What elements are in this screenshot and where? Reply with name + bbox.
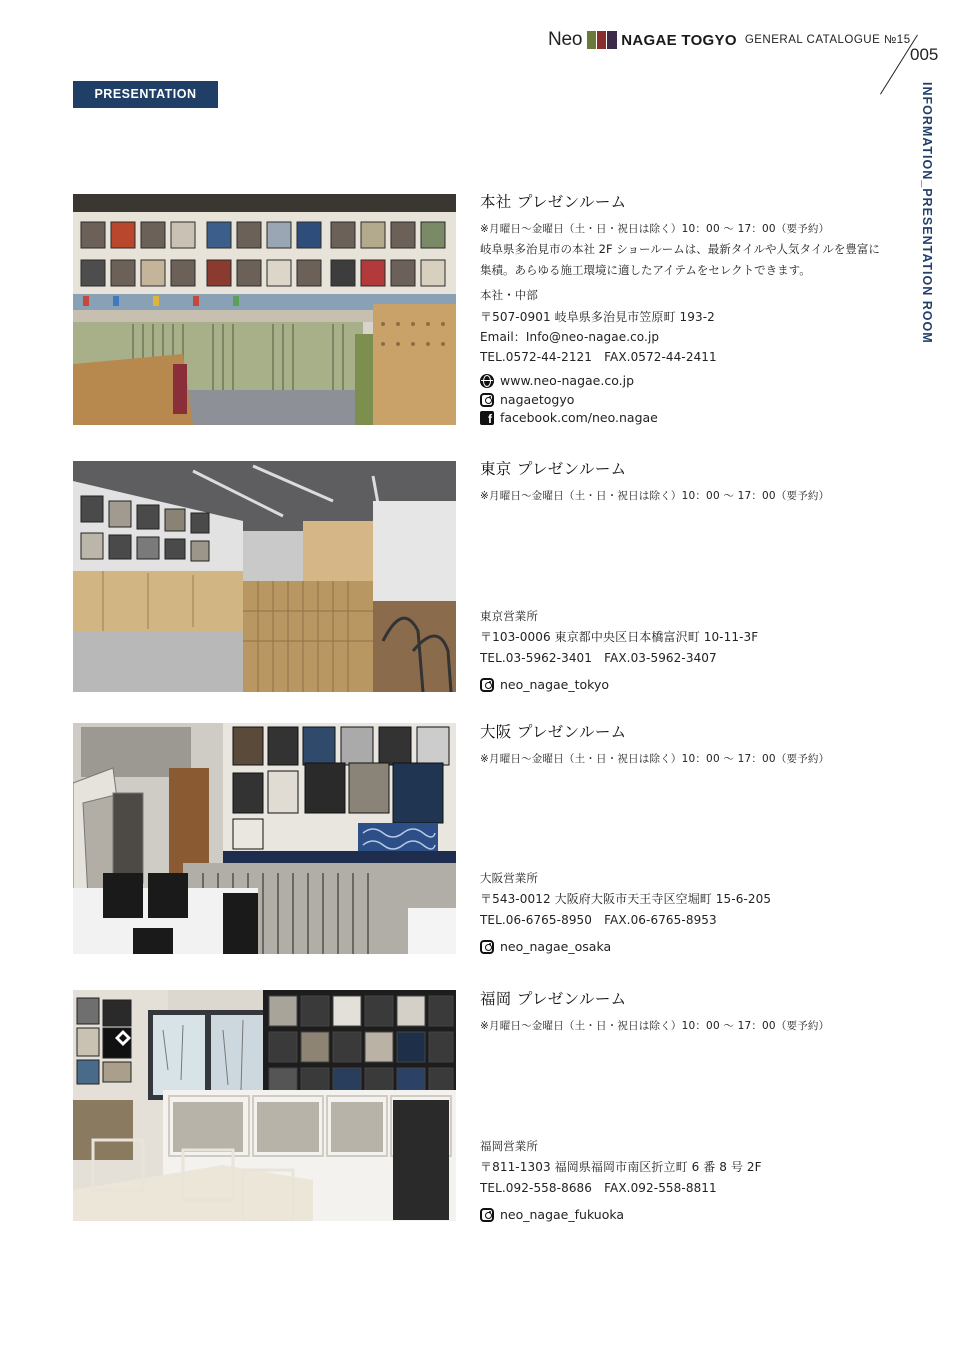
catalogue-header [548,28,911,52]
tokyo-room-photo [73,461,456,692]
website-text: www.neo-nagae.co.jp [500,373,635,388]
address-fukuoka: 〒811-1303 福岡県福岡市南区折立町 6 番 8 号 2F [480,1160,762,1174]
section-tag: PRESENTATION ROOM [73,81,218,108]
office-label-osaka: 大阪営業所 [480,871,538,885]
globe-icon [480,374,494,388]
phone-osaka: TEL.06-6765-8950 FAX.06-6765-8953 [480,913,717,927]
instagram-link-fukuoka[interactable] [480,1207,624,1222]
facebook-link[interactable] [480,410,658,425]
room-description-head-office: 岐阜県多治見市の本社 2F ショールームは、最新タイルや人気タイルを豊富に集積。あらゆる施工環境に適したアイテムをセレクトできます。 [480,242,880,277]
catalogue-title: GENERAL CATALOGUE №15 [744,34,911,46]
instagram-icon [480,678,494,692]
instagram-link-head-office[interactable] [480,392,574,407]
instagram-handle-osaka: neo_nagae_osaka [500,939,612,954]
address-osaka: 〒543-0012 大阪府大阪市天王寺区空堀町 15-6-205 [480,892,772,906]
instagram-handle-tokyo: neo_nagae_tokyo [500,677,610,692]
instagram-handle-head-office: nagaetogyo [500,392,575,407]
side-section-label: INFORMATION_PRESENTATION ROOM [920,82,934,344]
facebook-text: facebook.com/neo.nagae [500,410,658,425]
nagae-logo-mark [587,31,617,49]
neo-logo-text: Neo [548,29,583,50]
room-title-osaka: 大阪 プレゼンルーム [480,723,627,741]
instagram-link-tokyo[interactable] [480,677,609,692]
instagram-handle-fukuoka: neo_nagae_fukuoka [500,1207,625,1222]
room-hours-tokyo: ※月曜日～金曜日（土・日・祝日は除く）10：00 ～ 17：00（要予約） [480,490,830,502]
room-title-head-office: 本社 プレゼンルーム [480,193,627,211]
address-tokyo: 〒103-0006 東京都中央区日本橋富沢町 10-11-3F [480,630,759,644]
address-head-office: 〒507-0901 岐阜県多治見市笠原町 193-2 [480,310,715,324]
instagram-icon [480,393,494,407]
email-head-office[interactable]: Email：Info@neo-nagae.co.jp [480,330,660,344]
room-title-fukuoka: 福岡 プレゼンルーム [480,990,627,1008]
instagram-link-osaka[interactable] [480,939,611,954]
facebook-icon: f [480,411,494,425]
instagram-icon [480,1208,494,1222]
website-link[interactable] [480,373,634,388]
phone-head-office: TEL.0572-44-2121 FAX.0572-44-2411 [480,350,717,364]
office-label-head-office: 本社・中部 [480,288,538,302]
head-office-room-photo [73,194,456,425]
room-hours-head-office: ※月曜日～金曜日（土・日・祝日は除く）10：00 ～ 17：00（要予約） [480,223,830,235]
phone-fukuoka: TEL.092-558-8686 FAX.092-558-8811 [480,1181,717,1195]
brand-name: NAGAE TOGYO [621,31,737,49]
phone-tokyo: TEL.03-5962-3401 FAX.03-5962-3407 [480,651,717,665]
room-hours-osaka: ※月曜日～金曜日（土・日・祝日は除く）10：00 ～ 17：00（要予約） [480,753,830,765]
room-hours-fukuoka: ※月曜日～金曜日（土・日・祝日は除く）10：00 ～ 17：00（要予約） [480,1020,830,1032]
osaka-room-photo [73,723,456,954]
instagram-icon [480,940,494,954]
page-number: 005 [910,45,939,64]
room-title-tokyo: 東京 プレゼンルーム [480,460,627,478]
office-label-tokyo: 東京営業所 [480,609,538,623]
office-label-fukuoka: 福岡営業所 [480,1139,538,1153]
fukuoka-room-photo [73,990,456,1221]
